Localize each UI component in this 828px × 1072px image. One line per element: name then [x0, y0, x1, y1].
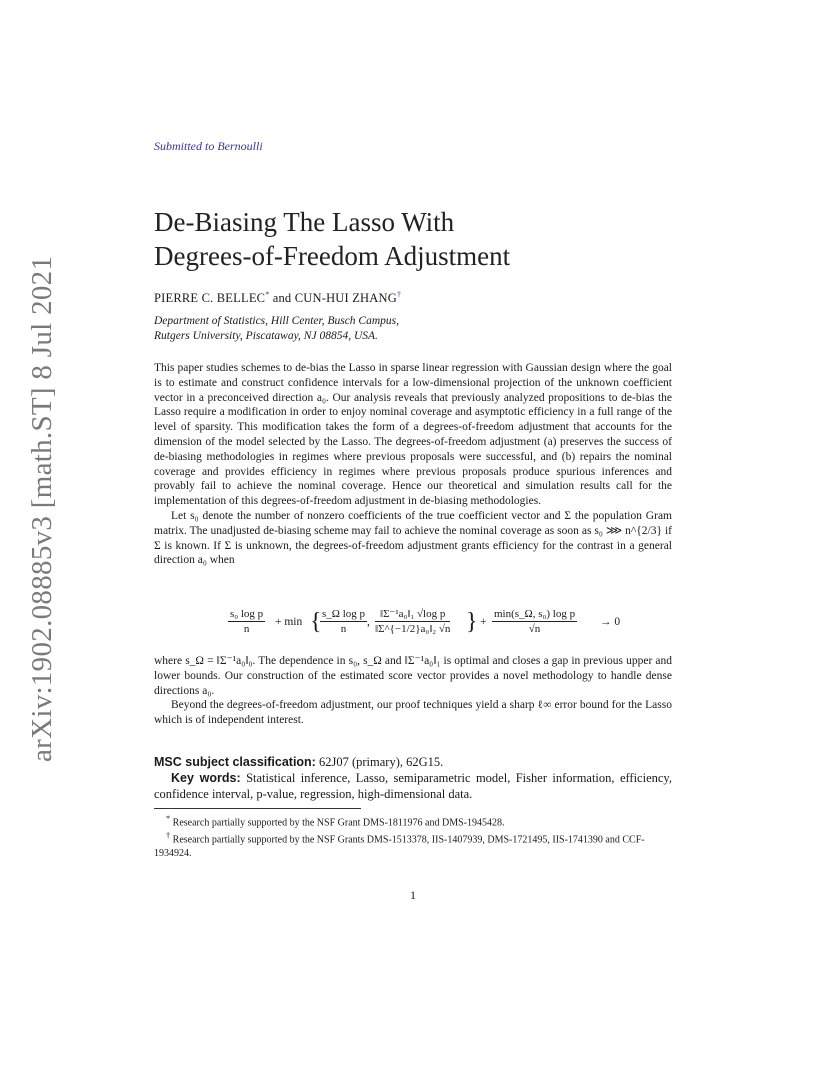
title-line-1: De-Biasing The Lasso With [154, 207, 455, 237]
author-1: PIERRE C. BELLEC [154, 291, 266, 306]
author-conjunction: and [269, 291, 295, 306]
abstract-paragraph-4: Beyond the degrees-of-freedom adjustment, our proof techniques yield a sharp ℓ∞ error bound for the Lasso which is of independent interest. [154, 699, 672, 727]
formula-fraction-4 [492, 607, 577, 636]
footnote-2 [154, 829, 672, 859]
footnote-1-text: Research partially supported by the NSF Grant DMS-1811976 and DMS-1945428. [170, 817, 505, 829]
formula-fraction-2 [320, 607, 367, 636]
paper-title [154, 205, 674, 273]
msc-line [154, 754, 672, 770]
arxiv-identifier-stamp: arXiv:1902.08885v3 [math.ST] 8 Jul 2021 [26, 255, 58, 762]
title-line-2: Degrees-of-Freedom Adjustment [154, 241, 511, 271]
fraction-4-denominator: √n [528, 623, 541, 635]
fraction-3-denominator: ‖Σ^{−1/2}a₀‖₂ √n [375, 623, 451, 635]
author-2: CUN-HUI ZHANG [294, 291, 397, 306]
classification-block [154, 754, 672, 802]
formula-plus-min: + min [275, 616, 303, 628]
abstract-paragraph-3: where s_Ω = ‖Σ⁻¹a₀‖₀. The dependence in s₀, s_Ω and ‖Σ⁻¹a₀‖₁ is optimal and closes a gap in previous upper and lower bounds. Our construction of the estimated score vector provides a novel methodology to handle dense directions a₀. [154, 655, 672, 697]
affiliation-line-2: Rutgers University, Piscataway, NJ 08854, USA. [154, 330, 378, 342]
footnote-1-mark: * [166, 814, 171, 823]
author-list [154, 290, 401, 306]
formula-comma: , [367, 616, 370, 628]
fraction-1-numerator: s₀ log p [230, 608, 264, 620]
abstract-paragraph-1: This paper studies schemes to de-bias the Lasso in sparse linear regression with Gaussian design where the goal is to estimate and construct confidence intervals for a low-dimensional projection of the unknown coefficient vector in a preconceived direction a₀. Our analysis reveals that previously analyzed propositions to de-bias the Lasso require a modification in order to enjoy nominal coverage and asymptotic efficiency in a full range of the level of sparsity. This modification takes the form of a degrees-of-freedom adjustment that accounts for the dimension of the model selected by the Lasso. The degrees-of-freedom adjustment (a) preserves the success of de-biasing methodologies in regimes where previous proposals were successful, and (b) repairs the nominal coverage and provides efficiency in regimes where previous proposals produce spurious inferences and provably fail to achieve the nominal coverage. Hence our theoretical and simulation results call for the implementation of this degrees-of-freedom adjustment in de-biasing methodologies. [154, 362, 672, 508]
abstract-continued [154, 654, 672, 728]
author-2-footnote-mark[interactable]: † [396, 290, 402, 299]
fraction-1-denominator: n [243, 623, 250, 635]
keywords-line [154, 770, 672, 802]
keywords-label: Key words: [171, 771, 241, 785]
formula-plus: + [480, 616, 487, 628]
fraction-3-numerator: ‖Σ⁻¹a₀‖₁ √log p [375, 607, 450, 622]
footnote-2-text: Research partially supported by the NSF Grants DMS-1513378, IIS-1407939, DMS-1721495, IIS-1741390 and CCF-1934924. [154, 834, 645, 859]
fraction-4-numerator: min(s_Ω, s₀) log p [494, 608, 576, 620]
abstract-paragraph-2: Let s₀ denote the number of nonzero coefficients of the true coefficient vector and Σ the population Gram matrix. The unadjusted de-biasing scheme may fail to achieve the nominal coverage as soon as s₀ ⋙ n^{2/3} if Σ is known. If Σ is unknown, the degrees-of-freedom adjustment grants efficiency for the contrast in a general direction a₀ when [154, 509, 672, 567]
msc-label: MSC subject classification: [154, 755, 316, 769]
formula-arrow: → 0 [600, 616, 621, 628]
formula-right-brace: } [466, 609, 478, 635]
affiliation [154, 314, 399, 344]
fraction-2-numerator: s_Ω log p [322, 608, 366, 620]
formula-fraction-1 [228, 607, 265, 636]
page-number: 1 [410, 888, 416, 902]
journal-header: Submitted to Bernoulli [154, 139, 263, 153]
author-1-footnote-mark[interactable]: * [265, 290, 270, 299]
fraction-2-denominator: n [340, 623, 347, 635]
footnote-1 [154, 812, 672, 829]
footnotes [154, 812, 672, 860]
footnote-divider [154, 808, 361, 809]
display-formula [228, 607, 628, 643]
formula-left-brace: { [310, 609, 322, 635]
footnote-2-mark: † [166, 831, 171, 841]
formula-fraction-3 [375, 607, 450, 636]
msc-codes: 62J07 (primary), 62G15. [315, 755, 444, 769]
keywords-list: Statistical inference, Lasso, semiparametric model, Fisher information, efficiency, confidence interval, p-value, regression, high-dimensional data. [154, 771, 672, 801]
affiliation-line-1: Department of Statistics, Hill Center, Busch Campus, [154, 315, 400, 327]
abstract [154, 361, 672, 568]
